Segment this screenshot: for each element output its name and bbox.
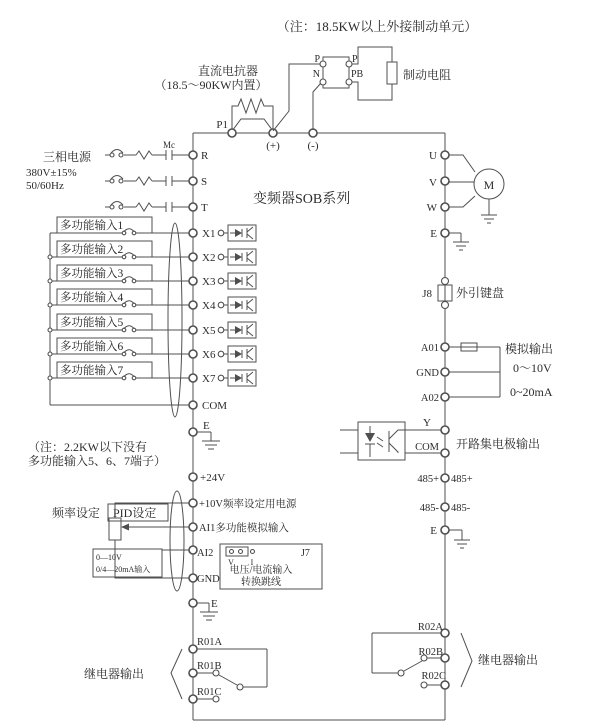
label-x2: X2 (202, 252, 216, 264)
terminal-t (189, 203, 197, 211)
label-x5: X5 (202, 325, 216, 337)
analog-input (52, 491, 322, 620)
label-brake-pb: PB (351, 69, 364, 80)
inverter-title: 变频器SOB系列 (253, 192, 351, 207)
label-e-right-2: E (430, 525, 437, 537)
note-low-power-1: （注：2.2KW以下没有 (28, 440, 147, 454)
terminal-r01a (189, 645, 197, 653)
terminal-gnd-right (441, 368, 449, 376)
terminal-r (189, 151, 197, 159)
label-contactor-mc: Mc (163, 140, 175, 150)
label-range-1: 0—10V (96, 553, 122, 562)
label-minus: (-) (307, 140, 319, 152)
label-y: Y (423, 417, 431, 429)
input-label: 多功能输入7 (60, 365, 124, 377)
label-power-1: 三相电源 (43, 150, 92, 164)
label-j7: J7 (301, 548, 310, 559)
terminal-r02c (441, 681, 449, 689)
inverter-frame (193, 133, 445, 720)
label-relay2: 继电器输出 (478, 653, 539, 667)
dc-reactor-label-1: 直流电抗器 (197, 64, 259, 78)
keypad-connector (422, 278, 504, 309)
power-input (26, 140, 209, 214)
label-485p-left: 485+ (417, 474, 439, 485)
label-brake-resistor: 制动电阻 (403, 68, 452, 82)
label-u: U (429, 150, 437, 162)
label-24v: +24V (200, 472, 226, 484)
terminal-v (441, 177, 449, 185)
input-label: 多功能输入4 (60, 292, 124, 304)
input-label: 多功能输入3 (60, 268, 124, 280)
ground-symbol (449, 530, 470, 548)
label-analog-range-1: 0～10V (513, 361, 552, 375)
terminal-ai1 (189, 523, 197, 531)
ground-symbol (197, 432, 220, 449)
label-power-2: 380V±15% (26, 167, 77, 179)
label-p1: P1 (216, 119, 228, 131)
wiper-arrow (121, 524, 129, 531)
brace-left (171, 649, 182, 699)
optocoupler-output (358, 422, 405, 460)
dc-reactor (155, 63, 319, 152)
input-label: 多功能输入1 (60, 220, 124, 232)
terminal-y (441, 426, 449, 434)
label-brake-p-left: P (314, 54, 320, 65)
label-ai2: AI2 (197, 548, 214, 559)
terminal-gnd-left (189, 574, 197, 582)
label-ai1: AI1多功能模拟输入 (199, 523, 289, 534)
label-pin-v: V (228, 558, 234, 567)
label-relay1: 继电器输出 (84, 667, 145, 681)
note-low-power-2: 多功能输入5、6、7端子） (28, 454, 167, 468)
label-com: COM (202, 400, 228, 412)
label-gnd-right: GND (416, 368, 439, 379)
terminal-x6 (189, 350, 197, 358)
terminal-u (441, 151, 449, 159)
ground-symbol (449, 233, 469, 250)
label-485m-left: 485- (419, 503, 439, 514)
terminal-x2 (189, 253, 197, 261)
terminal-x5 (189, 326, 197, 334)
label-a01: A01 (420, 343, 439, 354)
dc-reactor-label-2: （18.5～90KW内置） (154, 78, 268, 92)
label-x3: X3 (202, 276, 216, 288)
label-r01a: R01A (197, 637, 223, 648)
motor-output (427, 150, 504, 250)
relay-output-2 (372, 622, 538, 689)
label-motor: M (483, 178, 495, 192)
terminal-x4 (189, 301, 197, 309)
terminal-minus (309, 129, 317, 137)
terminal-e-left (189, 428, 197, 436)
terminal-r01b (189, 669, 197, 677)
label-485p-right: 485+ (451, 474, 473, 485)
label-freq-set: 频率设定 (52, 506, 101, 520)
label-10v: +10V频率设定用电源 (199, 499, 297, 510)
label-e-left: E (203, 420, 210, 432)
terminal-a01 (441, 343, 449, 351)
terminal-com-right (441, 449, 449, 457)
label-x7: X7 (202, 373, 216, 385)
terminal-10v (189, 499, 197, 507)
label-e-right: E (430, 228, 437, 240)
terminal-s (189, 177, 197, 185)
label-r01c: R01C (197, 687, 222, 698)
label-power-3: 50/60Hz (26, 180, 64, 192)
input-label: 多功能输入6 (60, 341, 124, 353)
brace-right (461, 633, 472, 687)
label-v: V (429, 177, 437, 189)
label-r01b: R01B (197, 661, 222, 672)
terminal-com (189, 401, 197, 409)
terminal-485m (441, 503, 449, 511)
terminal-x3 (189, 277, 197, 285)
label-x6: X6 (202, 349, 216, 361)
multi-function-inputs (28, 217, 256, 484)
label-range-2: 0/4—20mA输入 (96, 565, 151, 574)
label-r02a: R02A (417, 622, 443, 633)
shielded-cable-1 (168, 223, 182, 417)
terminal-e-right (441, 229, 449, 237)
brake-unit-box (323, 57, 349, 88)
label-s: S (201, 176, 208, 188)
analog-output (416, 341, 553, 404)
label-r02c: R02C (421, 671, 446, 682)
terminal-x7 (189, 374, 197, 382)
terminal-p1 (228, 129, 236, 137)
label-485m-right: 485- (451, 503, 471, 514)
brake-resistor (387, 62, 397, 84)
label-j8: J8 (422, 288, 432, 300)
label-gnd-left: GND (197, 574, 220, 585)
label-brake-n: N (312, 69, 320, 80)
input-label: 多功能输入2 (60, 244, 124, 256)
label-pid-set: PID设定 (113, 506, 157, 520)
label-brake-p-right: P (352, 54, 358, 65)
label-jumper-desc-1: 电压/电流输入 (229, 565, 293, 576)
label-plus: (+) (266, 140, 280, 152)
terminal-w (441, 203, 449, 211)
label-r: R (201, 150, 209, 162)
label-analog-out: 模拟输出 (505, 342, 554, 356)
open-collector-output (340, 417, 540, 460)
label-r02b: R02B (418, 647, 443, 658)
brake-unit (273, 47, 451, 131)
terminal-x1 (189, 229, 197, 237)
label-com-right: COM (415, 442, 439, 453)
label-x1: X1 (202, 228, 216, 240)
label-open-collector: 开路集电极输出 (456, 437, 541, 451)
terminal-485p (441, 474, 449, 482)
terminal-a02 (441, 393, 449, 401)
label-x4: X4 (202, 300, 216, 312)
ground-symbol (481, 199, 497, 223)
terminal-e-left-2 (189, 599, 197, 607)
label-a02: A02 (420, 393, 439, 404)
label-t: T (201, 202, 208, 214)
terminal-e-right-2 (441, 526, 449, 534)
label-jumper-desc-2: 转换跳线 (241, 577, 281, 588)
label-e-left-2: E (211, 598, 218, 610)
shielded-cable-2 (170, 491, 184, 591)
terminal-ai2 (189, 546, 197, 554)
note-brake-unit: （注：18.5KW以上外接制动单元） (276, 19, 478, 34)
terminal-24v (189, 473, 197, 481)
label-keypad: 外引键盘 (456, 286, 505, 300)
terminal-r01c (189, 695, 197, 703)
relay-output-1 (84, 637, 267, 703)
input-label: 多功能输入5 (60, 317, 124, 329)
label-w: W (426, 202, 437, 214)
label-analog-range-2: 0~20mA (510, 385, 553, 399)
label-pin-i: I (250, 558, 254, 567)
